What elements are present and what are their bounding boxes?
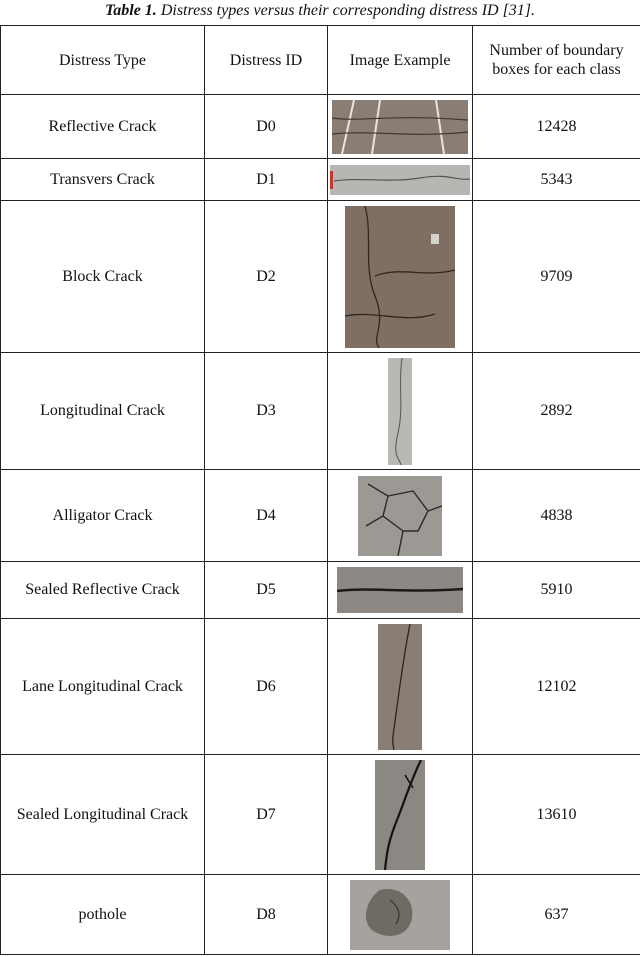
distress-type-cell: Reflective Crack xyxy=(1,95,205,159)
distress-id-cell: D4 xyxy=(205,470,328,562)
image-example-cell xyxy=(328,353,473,470)
box-count-cell: 12428 xyxy=(473,95,640,159)
table-row xyxy=(1,875,640,955)
image-example-cell xyxy=(328,562,473,619)
box-count-cell: 13610 xyxy=(473,755,640,875)
caption-label: Table 1. xyxy=(104,2,157,19)
lane-longitudinal-crack-image xyxy=(378,624,422,750)
table-row xyxy=(1,470,640,562)
table-row xyxy=(1,159,640,201)
distress-id-cell: D2 xyxy=(205,201,328,353)
table-row xyxy=(1,201,640,353)
distress-type-cell: pothole xyxy=(1,875,205,955)
distress-id-cell: D5 xyxy=(205,562,328,619)
image-example-cell xyxy=(328,159,473,201)
alligator-crack-image xyxy=(358,476,442,556)
distress-id-cell: D3 xyxy=(205,353,328,470)
table-row xyxy=(1,95,640,159)
transverse-crack-image xyxy=(330,165,470,195)
table-row xyxy=(1,562,640,619)
image-example-cell xyxy=(328,95,473,159)
image-example-cell xyxy=(328,875,473,955)
image-example-cell xyxy=(328,755,473,875)
distress-type-cell: Longitudinal Crack xyxy=(1,353,205,470)
distress-type-cell: Transvers Crack xyxy=(1,159,205,201)
caption-text: Distress types versus their corresponding distress ID [31]. xyxy=(160,2,536,19)
distress-type-cell: Block Crack xyxy=(1,201,205,353)
table-row xyxy=(1,619,640,755)
table-caption xyxy=(0,0,640,24)
box-count-cell: 5343 xyxy=(473,159,640,201)
sealed-reflective-crack-image xyxy=(337,567,463,613)
distress-id-cell: D8 xyxy=(205,875,328,955)
box-count-cell: 12102 xyxy=(473,619,640,755)
distress-type-cell: Lane Longitudinal Crack xyxy=(1,619,205,755)
image-example-cell xyxy=(328,470,473,562)
box-count-cell: 2892 xyxy=(473,353,640,470)
block-crack-image xyxy=(345,206,455,348)
distress-id-cell: D1 xyxy=(205,159,328,201)
image-example-cell xyxy=(328,619,473,755)
table-row xyxy=(1,353,640,470)
reflective-crack-image xyxy=(332,100,468,154)
distress-type-cell: Sealed Longitudinal Crack xyxy=(1,755,205,875)
header-box-count: Number of boundary boxes for each class xyxy=(473,26,640,95)
header-image-example: Image Example xyxy=(328,26,473,95)
table-row xyxy=(1,755,640,875)
longitudinal-crack-image xyxy=(388,358,412,465)
box-count-cell: 9709 xyxy=(473,201,640,353)
distress-table xyxy=(0,25,640,955)
distress-type-cell: Sealed Reflective Crack xyxy=(1,562,205,619)
distress-id-cell: D7 xyxy=(205,755,328,875)
pothole-image xyxy=(350,880,450,950)
image-example-cell xyxy=(328,201,473,353)
box-count-cell: 637 xyxy=(473,875,640,955)
distress-id-cell: D6 xyxy=(205,619,328,755)
box-count-cell: 4838 xyxy=(473,470,640,562)
header-distress-id: Distress ID xyxy=(205,26,328,95)
sealed-longitudinal-crack-image xyxy=(375,760,425,870)
header-distress-type: Distress Type xyxy=(1,26,205,95)
distress-id-cell: D0 xyxy=(205,95,328,159)
box-count-cell: 5910 xyxy=(473,562,640,619)
distress-type-cell: Alligator Crack xyxy=(1,470,205,562)
header-row xyxy=(1,26,640,95)
